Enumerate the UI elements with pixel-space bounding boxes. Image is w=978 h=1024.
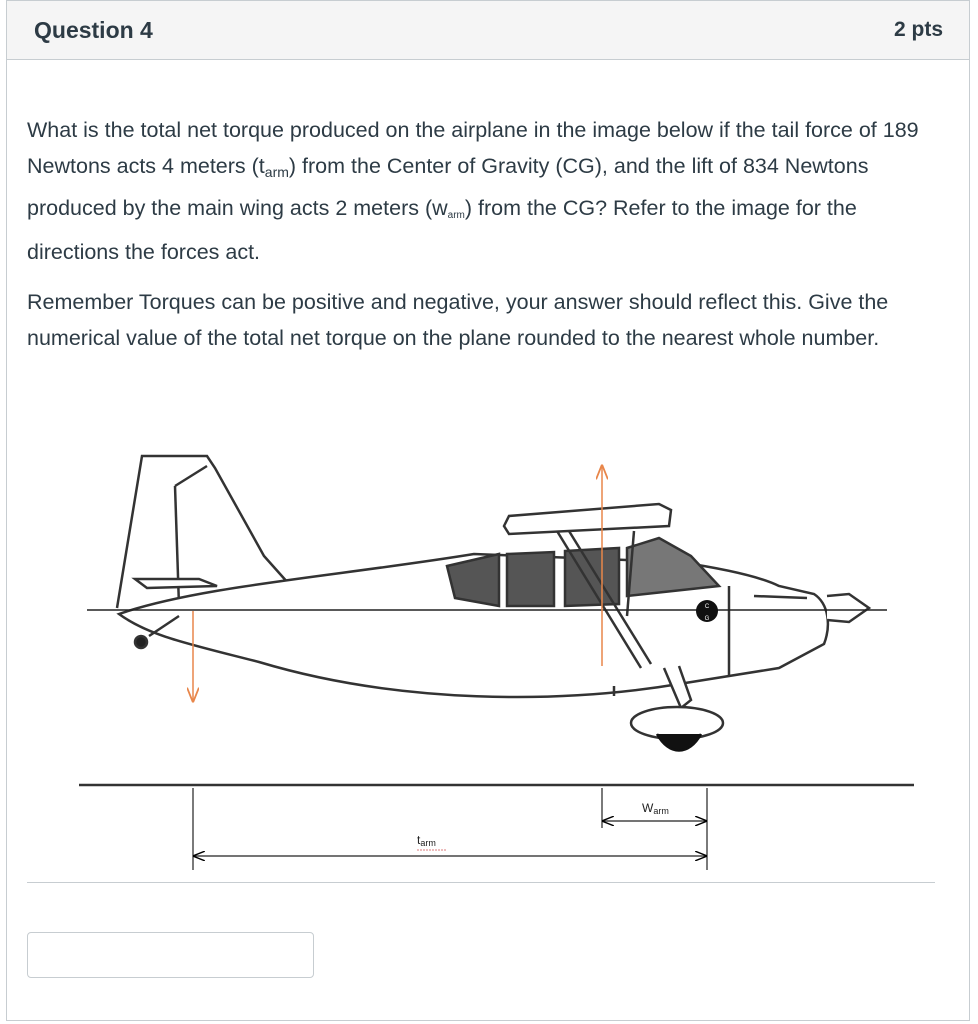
tarm-subscript: arm <box>264 164 289 180</box>
question-paragraph-2: Remember Torques can be positive and negative, your answer should reflect this. Give the numerical value of the total net torque on the plane rounded to the nearest whole number. <box>27 290 889 350</box>
cg-marker <box>696 600 718 622</box>
answer-divider <box>27 882 935 883</box>
question-text <box>27 112 939 370</box>
para1-part2: ) from the Center of Gravity (CG), and the lift of 834 Newtons produced by the main wing acts 2 meters (w <box>27 154 869 220</box>
warm-subscript: arm <box>447 210 465 221</box>
airplane-drawing <box>117 456 869 751</box>
question-header <box>7 1 969 60</box>
question-title: Question 4 <box>34 16 153 43</box>
answer-input[interactable] <box>27 932 314 978</box>
tarm-label: tarm <box>417 833 436 848</box>
cg-label-top: C <box>704 604 710 610</box>
question-points: 2 pts <box>893 18 943 41</box>
question-paragraph-1 <box>27 112 939 270</box>
warm-label: Warm <box>642 801 669 816</box>
para1-part1: What is the total net torque produced on the airplane in the image below if the tail force of 189 Newtons acts 4 meters (t <box>27 118 919 178</box>
airplane-diagram-svg <box>79 436 914 876</box>
para1-part3: ) from the CG? Refer to the image for the directions the forces act. <box>27 196 857 264</box>
airplane-diagram <box>79 436 914 876</box>
cg-label-bottom: G <box>704 616 710 622</box>
